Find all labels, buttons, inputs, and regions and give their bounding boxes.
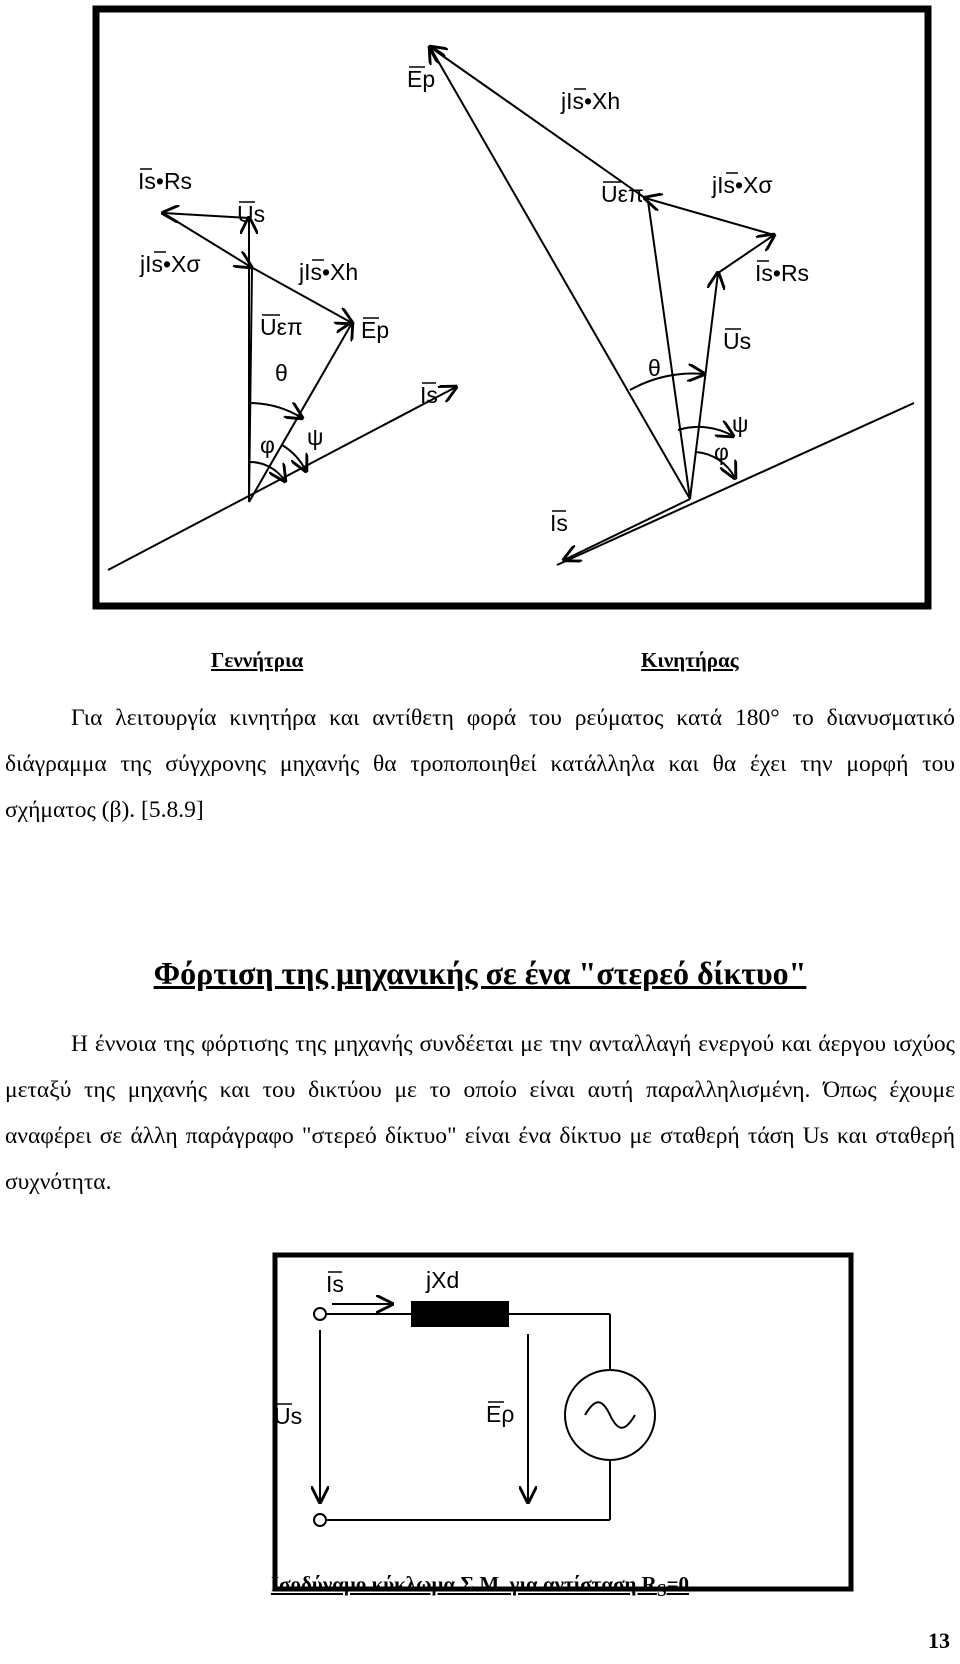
label-usp-right: Uεπ — [601, 181, 644, 207]
label-us: Us — [274, 1403, 303, 1429]
jis-xsigma-vector — [645, 198, 774, 235]
bottom-terminal — [314, 1514, 326, 1526]
label-theta-right: θ — [648, 355, 661, 381]
label-psi: ψ — [307, 424, 324, 450]
label-phi-right: φ — [714, 439, 729, 465]
figure-frame — [96, 9, 928, 606]
circuit-caption — [0, 1572, 960, 1601]
caption-generator: Γεννήτρια — [211, 648, 304, 672]
psi-arc — [678, 427, 733, 436]
paragraph-motor-operation: Για λειτουργία κινητήρα και αντίθετη φορά του ρεύματος κατά 180° το διανυσματικό διάγραμμα της σύγχρονης μηχανής θα τροποποιηθεί κατάλληλα και θα έχει την μορφή του σχήματος (β). [5.8.9] — [5, 705, 955, 823]
theta-arc — [630, 374, 704, 390]
label-phi: φ — [260, 432, 275, 458]
label-is-rs: Is•Rs — [138, 168, 193, 194]
label-jis-xh: jIs•Xh — [299, 259, 359, 285]
ep-vector — [430, 47, 690, 499]
reactance-jxd — [412, 1302, 508, 1326]
theta-arc — [249, 403, 302, 418]
usp-vector — [648, 201, 690, 499]
section-heading: Φόρτιση της μηχανικής σε ένα "στερεό δίκτυο" — [153, 955, 807, 991]
phasor-diagrams-figure — [92, 5, 932, 639]
label-is: Is — [326, 1271, 344, 1297]
ac-source-symbol — [585, 1402, 635, 1428]
label-jis-xsigma-right: jIs•Xσ — [712, 172, 773, 198]
label-us-right: Us — [723, 328, 752, 354]
is-vector — [564, 499, 690, 560]
label-ep-right: Ep — [407, 66, 436, 92]
paragraph-stiff-grid: Η έννοια της φόρτισης της μηχανής συνδέεται με την ανταλλαγή ενεργού και άεργου ισχύος μεταξύ της μηχανής και του δικτύου με το οποίο είναι αυτή παραλληλισμένη. Όπως έχουμε αναφέρει σε άλλη παράγραφο "στερεό δίκτυο" είναι ένα δίκτυο με σταθερή τάση Us και σταθερή συχνότητα. — [5, 1031, 955, 1195]
caption-motor: Κινητήρας — [641, 648, 739, 672]
top-terminal — [314, 1308, 326, 1320]
circuit-frame — [275, 1255, 851, 1589]
label-ep: Ep — [361, 317, 390, 343]
label-psi-right: ψ — [732, 411, 749, 437]
label-us: Us — [237, 201, 266, 227]
label-jxd: jXd — [426, 1267, 460, 1293]
label-is-rs-right: Is•Rs — [755, 260, 810, 286]
ep-vector — [249, 323, 352, 502]
label-ep: Eρ — [486, 1401, 515, 1427]
motor-phasor-diagram — [430, 47, 914, 565]
label-is-right: Is — [550, 510, 568, 536]
circuit-caption-subscript: S — [656, 1580, 667, 1601]
label-jis-xsigma: jIs•Xσ — [140, 251, 201, 277]
label-is: Is — [420, 382, 438, 408]
label-usp: Uεπ — [260, 314, 303, 340]
circuit-caption-main: Ισοδύναμο κύκλωμα Σ.Μ. για αντίσταση R — [270, 1572, 657, 1596]
label-jis-xh-right: jIs•Xh — [561, 88, 621, 114]
us-vector — [690, 273, 718, 499]
circuit-caption-tail: =0 — [666, 1572, 690, 1596]
page-number: 13 — [928, 1628, 950, 1653]
jis-xh-vector — [430, 47, 645, 198]
equivalent-circuit-figure — [272, 1252, 854, 1592]
label-theta: θ — [275, 360, 288, 386]
